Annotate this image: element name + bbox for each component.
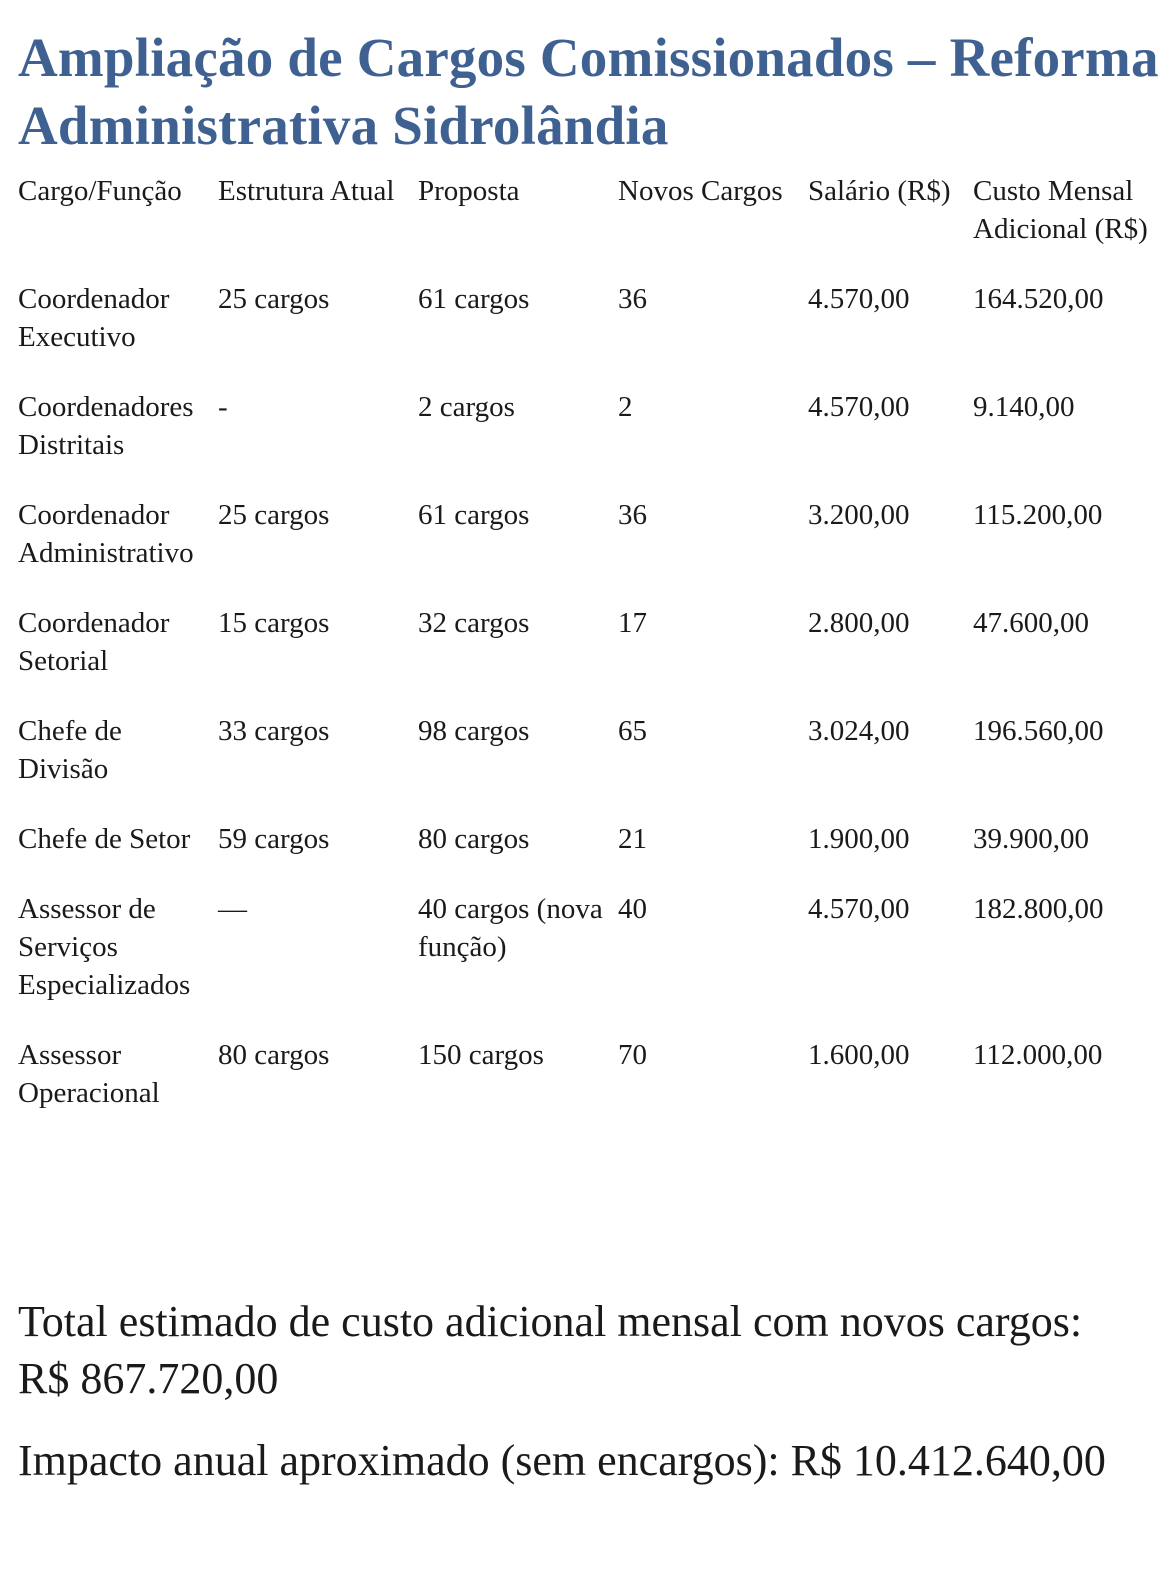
cell-novos-cargos: 21 — [618, 823, 647, 855]
cell-custo-mensal: 47.600,00 — [973, 607, 1089, 639]
cell-cargo: Coordenador Setorial — [18, 607, 170, 677]
annual-impact: Impacto anual aproximado (sem encargos): R$ 10.412.640,00 — [18, 1436, 1106, 1485]
cell-proposta: 80 cargos — [418, 823, 530, 855]
cell-salario: 4.570,00 — [808, 391, 910, 423]
cell-custo-mensal: 196.560,00 — [973, 715, 1104, 747]
cell-estrutura-atual: 59 cargos — [218, 823, 330, 855]
cell-proposta: 2 cargos — [418, 391, 515, 423]
cell-custo-mensal: 39.900,00 — [973, 823, 1089, 855]
cell-salario: 4.570,00 — [808, 893, 910, 925]
table-row — [18, 604, 1163, 712]
table-row — [18, 820, 1163, 890]
cell-salario: 1.900,00 — [808, 823, 910, 855]
header-cargo-funcao: Cargo/Função — [18, 175, 182, 207]
cell-proposta: 32 cargos — [418, 607, 530, 639]
table-row — [18, 496, 1163, 604]
table-row — [18, 890, 1163, 1036]
table-header-row — [18, 172, 1163, 280]
total-monthly-cost: Total estimado de custo adicional mensal com novos cargos: R$ 867.720,00 — [18, 1297, 1083, 1403]
cell-novos-cargos: 36 — [618, 283, 647, 315]
cell-novos-cargos: 2 — [618, 391, 633, 423]
cell-estrutura-atual: - — [218, 391, 228, 423]
table-row — [18, 388, 1163, 496]
cell-proposta: 98 cargos — [418, 715, 530, 747]
cell-novos-cargos: 36 — [618, 499, 647, 531]
cell-estrutura-atual: 80 cargos — [218, 1039, 330, 1071]
cell-salario: 1.600,00 — [808, 1039, 910, 1071]
cell-estrutura-atual: 25 cargos — [218, 499, 330, 531]
cell-cargo: Chefe de Setor — [18, 823, 191, 855]
cell-cargo: Coordenador Administrativo — [18, 499, 194, 569]
cell-cargo: Assessor de Serviços Especializados — [18, 893, 191, 1001]
cell-custo-mensal: 164.520,00 — [973, 283, 1104, 315]
cell-proposta: 61 cargos — [418, 499, 530, 531]
cell-custo-mensal: 182.800,00 — [973, 893, 1104, 925]
table-row — [18, 1036, 1163, 1144]
header-novos-cargos: Novos Cargos — [618, 175, 783, 207]
cell-salario: 2.800,00 — [808, 607, 910, 639]
cell-estrutura-atual: 25 cargos — [218, 283, 330, 315]
cell-proposta: 150 cargos — [418, 1039, 544, 1071]
header-proposta: Proposta — [418, 175, 520, 207]
cell-cargo: Coordenador Executivo — [18, 283, 170, 353]
cell-proposta: 40 cargos (nova função) — [418, 893, 603, 963]
cell-estrutura-atual: 15 cargos — [218, 607, 330, 639]
page-title: Ampliação de Cargos Comissionados – Reforma Administrativa Sidrolândia — [18, 27, 1159, 156]
cell-novos-cargos: 17 — [618, 607, 647, 639]
cell-custo-mensal: 112.000,00 — [973, 1039, 1103, 1071]
cell-estrutura-atual: — — [218, 893, 247, 925]
header-estrutura-atual: Estrutura Atual — [218, 175, 395, 207]
header-custo-mensal: Custo Mensal Adicional (R$) — [973, 175, 1148, 245]
cell-salario: 4.570,00 — [808, 283, 910, 315]
cell-novos-cargos: 70 — [618, 1039, 647, 1071]
cell-custo-mensal: 115.200,00 — [973, 499, 1103, 531]
table-row — [18, 280, 1163, 388]
cell-estrutura-atual: 33 cargos — [218, 715, 330, 747]
cell-novos-cargos: 65 — [618, 715, 647, 747]
cell-custo-mensal: 9.140,00 — [973, 391, 1075, 423]
header-salario: Salário (R$) — [808, 175, 951, 207]
cell-proposta: 61 cargos — [418, 283, 530, 315]
cargos-table — [18, 172, 1163, 1144]
cell-novos-cargos: 40 — [618, 893, 647, 925]
cell-salario: 3.200,00 — [808, 499, 910, 531]
cell-cargo: Assessor Operacional — [18, 1039, 160, 1109]
cell-salario: 3.024,00 — [808, 715, 910, 747]
table-row — [18, 712, 1163, 820]
cell-cargo: Coordenadores Distritais — [18, 391, 194, 461]
cell-cargo: Chefe de Divisão — [18, 715, 122, 785]
document-page — [18, 24, 1163, 1144]
